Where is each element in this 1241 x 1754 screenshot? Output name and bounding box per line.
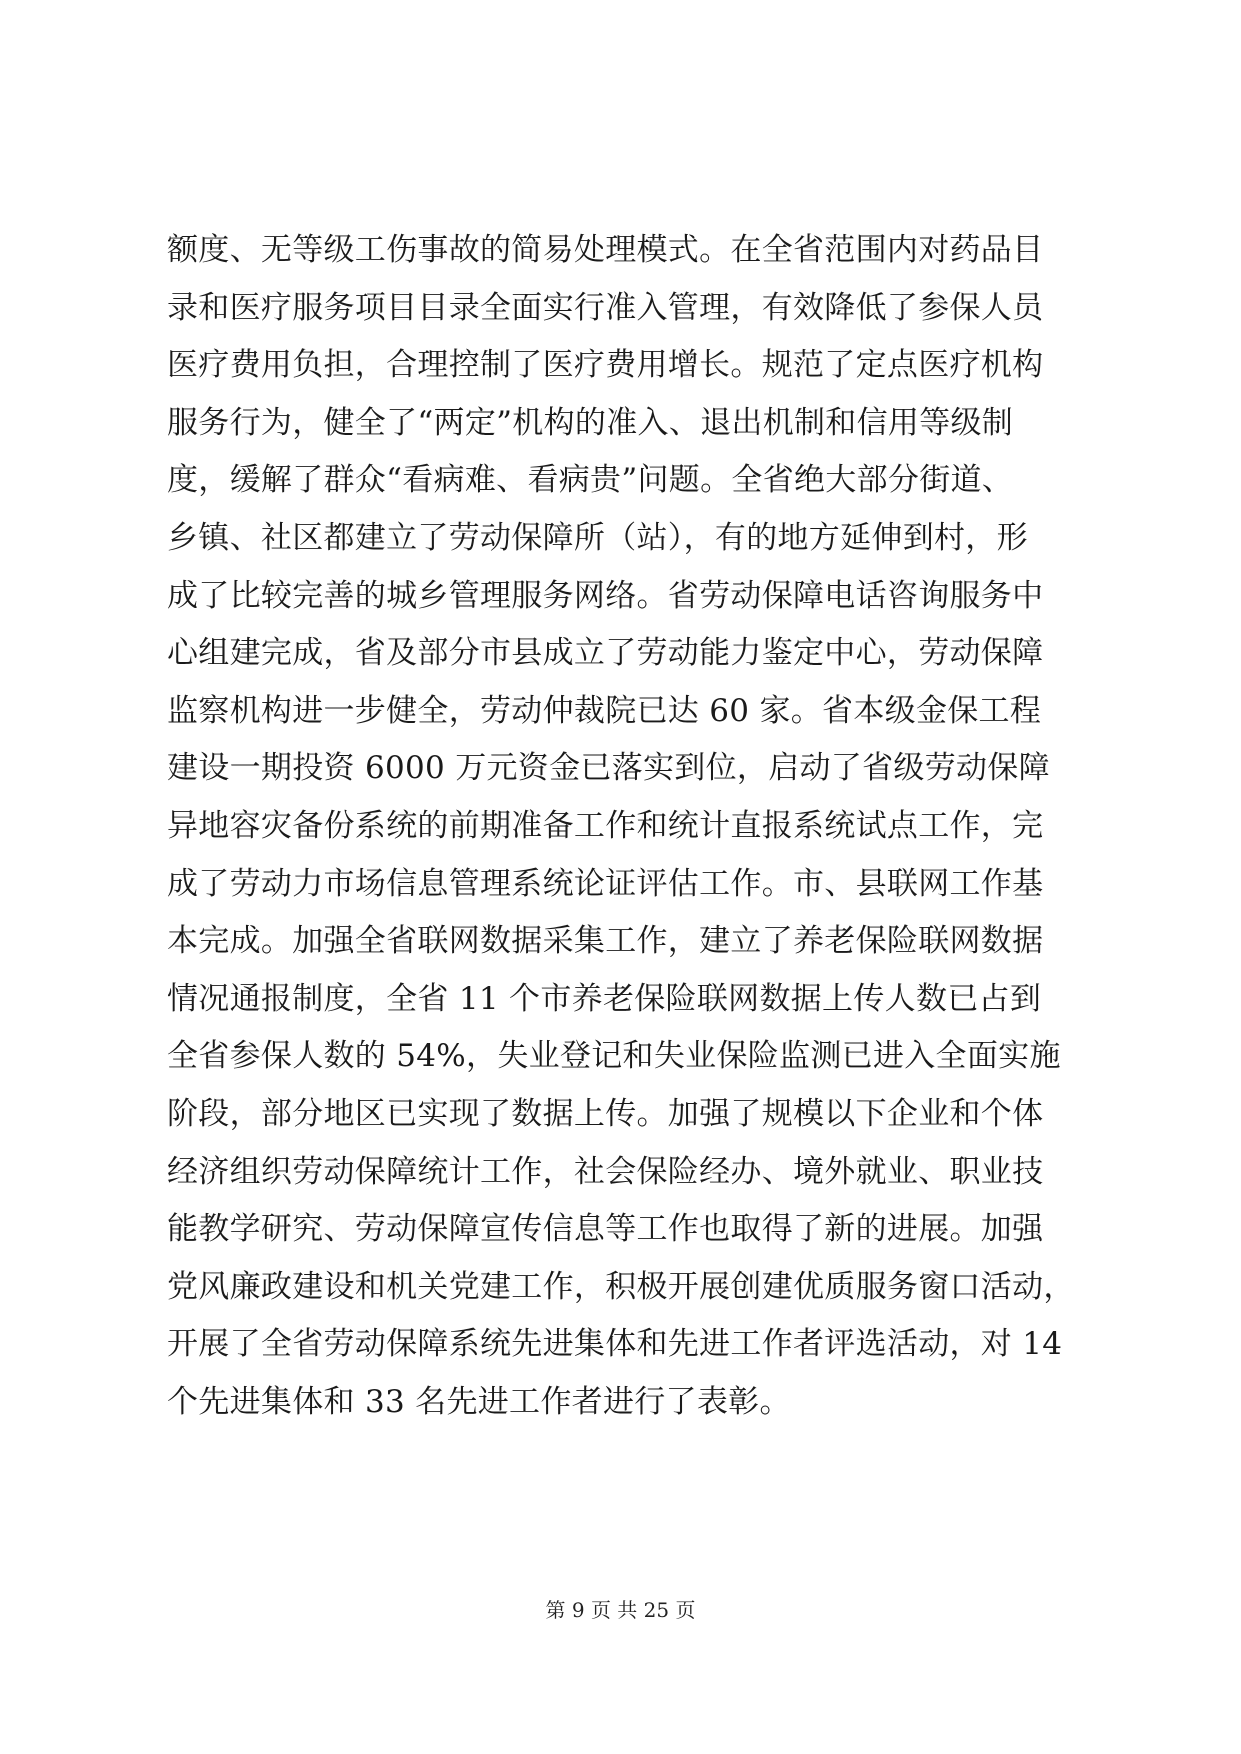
text-line: 开展了全省劳动保障系统先进集体和先进工作者评选活动，对 14 xyxy=(167,1326,1063,1363)
text-line: 经济组织劳动保障统计工作，社会保险经办、境外就业、职业技 xyxy=(167,1153,1044,1190)
text-line: 能教学研究、劳动保障宣传信息等工作也取得了新的进展。加强 xyxy=(167,1211,1044,1248)
text-line: 录和医疗服务项目目录全面实行准入管理，有效降低了参保人员 xyxy=(167,289,1044,326)
text-line: 党风廉政建设和机关党建工作，积极开展创建优质服务窗口活动， xyxy=(167,1268,1075,1305)
text-line: 医疗费用负担，合理控制了医疗费用增长。规范了定点医疗机构 xyxy=(167,347,1044,384)
text-line: 本完成。加强全省联网数据采集工作，建立了养老保险联网数据 xyxy=(167,923,1044,960)
body-text xyxy=(167,222,1087,1431)
text-line: 心组建完成，省及部分市县成立了劳动能力鉴定中心，劳动保障 xyxy=(167,635,1044,672)
text-line: 成了比较完善的城乡管理服务网络。省劳动保障电话咨询服务中 xyxy=(167,577,1044,614)
text-line: 情况通报制度，全省 11 个市养老保险联网数据上传人数已占到 xyxy=(167,980,1042,1017)
text-line: 阶段，部分地区已实现了数据上传。加强了规模以下企业和个体 xyxy=(167,1095,1044,1132)
page-number-footer: 第 9 页 共 25 页 xyxy=(545,1598,696,1622)
text-line: 成了劳动力市场信息管理系统论证评估工作。市、县联网工作基 xyxy=(167,865,1044,902)
text-line: 建设一期投资 6000 万元资金已落实到位，启动了省级劳动保障 xyxy=(167,750,1050,787)
text-line: 异地容灾备份系统的前期准备工作和统计直报系统试点工作，完 xyxy=(167,807,1044,844)
text-line: 额度、无等级工伤事故的简易处理模式。在全省范围内对药品目 xyxy=(167,232,1044,268)
text-line: 个先进集体和 33 名先进工作者进行了表彰。 xyxy=(167,1383,791,1420)
text-line: 监察机构进一步健全，劳动仲裁院已达 60 家。省本级金保工程 xyxy=(167,692,1042,729)
text-line: 服务行为，健全了“两定”机构的准入、退出机制和信用等级制 xyxy=(167,404,1014,441)
text-line: 乡镇、社区都建立了劳动保障所（站），有的地方延伸到村，形 xyxy=(167,519,1028,556)
text-line: 全省参保人数的 54%，失业登记和失业保险监测已进入全面实施 xyxy=(167,1038,1061,1075)
text-line: 度，缓解了群众“看病难、看病贵”问题。全省绝大部分街道、 xyxy=(167,462,1014,499)
